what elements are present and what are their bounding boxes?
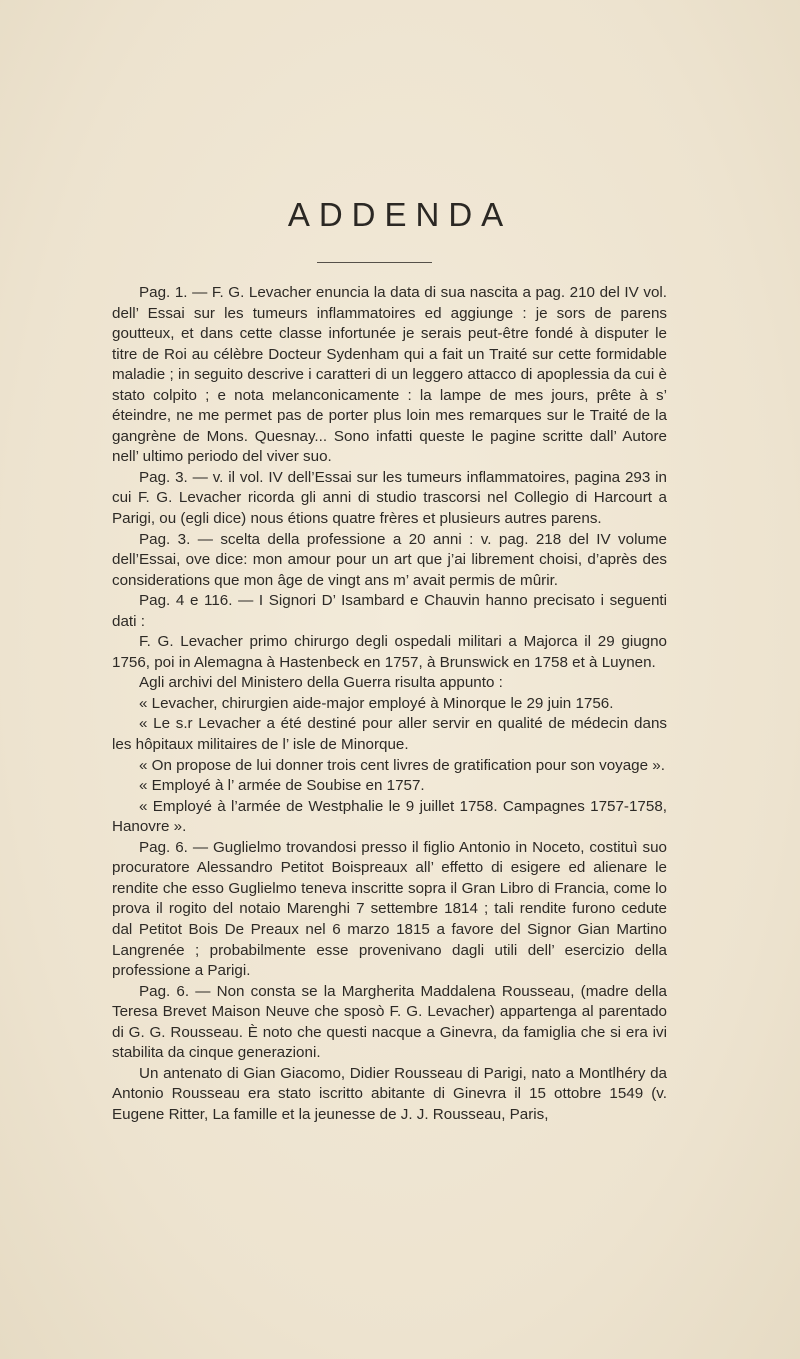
paragraph: Pag. 3. — v. il vol. IV dell’Essai sur les tumeurs inflammatoires, pagina 293 in cui F. G. Levacher ricorda gli anni di studio trascorsi nel Collegio di Harcourt a Parigi, ou (egli dice) nous étions quatre frères et plusieurs autres parens. <box>112 468 667 528</box>
page-title: ADDENDA <box>287 196 513 233</box>
paragraph: Pag. 1. — F. G. Levacher enuncia la data di sua nascita a pag. 210 del IV vol. dell’ Essai sur les tumeurs inflammatoires ed aggiunge : je sors de parens goutteux, et dans cette classe infortunée je serais peut-être fondé à disputer le titre de Roi au célèbre Docteur Sydenham qui a fait un Traité sur cette formidable maladie ; in seguito descrive i caratteri di un leggero attacco di apoplessia da cui è stato colpito ; e nota melanconicamente : la lampe de mes jours, prête à s’ éteindre, ne me permet pas de porter plus loin mes remarques sur le Traité de la gangrène de Mons. Quesnay... Sono infatti queste le pagine scritte dall’ Autore nell’ ultimo periodo del viver suo. <box>112 284 667 466</box>
paragraph: « Levacher, chirurgien aide-major employé à Minorque le 29 juin 1756. <box>139 694 614 712</box>
paragraph: Un antenato di Gian Giacomo, Didier Rousseau di Parigi, nato a Montlhéry da Antonio Rousseau era stato iscritto abitante di Ginevra il 15 ottobre 1549 (v. Eugene Ritter, La famille et la jeunesse de J. J. Rousseau, Paris, <box>112 1064 667 1123</box>
paragraph: Pag. 6. — Guglielmo trovandosi presso il figlio Antonio in Noceto, costituì suo procuratore Alessandro Petitot Boispreaux all’ effetto di esigere ed alienare le rendite che esso Guglielmo teneva inscritte sopra il Gran Libro di Francia, come lo prova il rogito del notaio Marenghi 7 settembre 1814 ; tali rendite furono cedute dal Petitot Bois De Preaux nel 6 marzo 1815 a favore del Signor Gian Martino Langrenée ; probabilmente esse provenivano dagli utili dell’ esercizio della professione a Parigi. <box>112 838 667 980</box>
body-text <box>112 283 667 1125</box>
paragraph: Agli archivi del Ministero della Guerra risulta appunto : <box>139 674 503 692</box>
paragraph: « Employé à l’armée de Westphalie le 9 juillet 1758. Campagnes 1757-1758, Hanovre ». <box>112 797 667 836</box>
paragraph: Pag. 6. — Non consta se la Margherita Maddalena Rousseau, (madre della Teresa Brevet Maison Neuve che sposò F. G. Levacher) appartenga al parentado di G. G. Rousseau. È noto che questi nacque a Ginevra, da famiglia che si era ivi stabilita da cinque generazioni. <box>112 982 667 1062</box>
paragraph: Pag. 4 e 116. — I Signori D’ Isambard e Chauvin hanno precisato i seguenti dati : <box>112 592 667 630</box>
title-divider <box>317 262 432 263</box>
paragraph: « Employé à l’ armée de Soubise en 1757. <box>139 777 425 795</box>
paragraph: « On propose de lui donner trois cent livres de gratification pour son voyage ». <box>139 756 665 774</box>
paragraph: Pag. 3. — scelta della professione a 20 anni : v. pag. 218 del IV volume dell’Essai, ove dice: mon amour pour un art que j’ai librement choisi, d’après des considerations que mon âge de vingt ans m’ avait permis de mûrir. <box>112 530 667 589</box>
paragraph: « Le s.r Levacher a été destiné pour aller servir en qualité de médecin dans les hôpitaux militaires de l’ isle de Minorque. <box>112 715 667 754</box>
paragraph: F. G. Levacher primo chirurgo degli ospedali militari a Majorca il 29 giugno 1756, poi in Alemagna à Hastenbeck en 1757, à Brunswick en 1758 et à Luynen. <box>112 633 667 671</box>
